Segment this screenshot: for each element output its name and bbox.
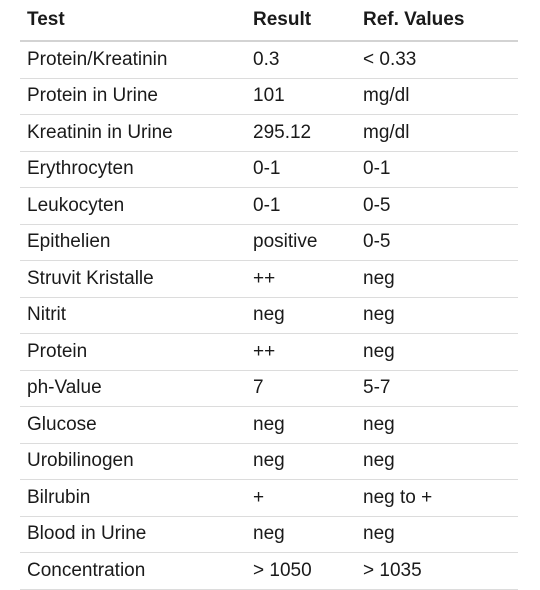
cell-test: Protein — [27, 340, 88, 362]
cell-test: Bilrubin — [27, 486, 91, 508]
table-row — [20, 152, 518, 189]
cell-test: Leukocyten — [27, 194, 125, 216]
table-body — [20, 42, 518, 590]
cell-result: 7 — [253, 377, 264, 399]
cell-result: 295.12 — [253, 121, 312, 143]
cell-result: neg — [253, 304, 285, 326]
cell-result: 0-1 — [253, 158, 281, 180]
cell-result: 0.3 — [253, 48, 280, 70]
cell-test: Struvit Kristalle — [27, 267, 154, 289]
cell-test: Epithelien — [27, 231, 111, 253]
header-result: Result — [253, 9, 312, 30]
cell-ref-values: 5-7 — [363, 377, 391, 399]
cell-ref-values: neg to + — [363, 486, 433, 508]
cell-result: 101 — [253, 85, 285, 107]
cell-ref-values: > 1035 — [363, 559, 422, 581]
cell-result: neg — [253, 523, 285, 545]
cell-ref-values: < 0.33 — [363, 48, 417, 70]
cell-result: neg — [253, 450, 285, 472]
cell-ref-values: neg — [363, 340, 395, 362]
cell-test: ph-Value — [27, 377, 102, 399]
cell-test: Blood in Urine — [27, 523, 147, 545]
table-row — [20, 334, 518, 371]
header-test: Test — [27, 9, 65, 30]
cell-ref-values: neg — [363, 523, 395, 545]
table-header — [20, 0, 518, 42]
table-row — [20, 371, 518, 408]
cell-test: Erythrocyten — [27, 158, 134, 180]
cell-result: ++ — [253, 340, 276, 362]
table-row — [20, 261, 518, 298]
table-row — [20, 517, 518, 554]
cell-result: positive — [253, 231, 318, 253]
cell-result: ++ — [253, 267, 276, 289]
cell-test: Protein in Urine — [27, 85, 158, 107]
lab-results-table — [20, 0, 518, 590]
table-row — [20, 188, 518, 225]
cell-result: > 1050 — [253, 559, 312, 581]
cell-ref-values: 0-1 — [363, 158, 391, 180]
cell-ref-values: neg — [363, 450, 395, 472]
table-row — [20, 79, 518, 116]
table-row — [20, 553, 518, 590]
cell-ref-values: 0-5 — [363, 194, 391, 216]
cell-ref-values: 0-5 — [363, 231, 391, 253]
table-row — [20, 42, 518, 79]
table-row — [20, 225, 518, 262]
table-row — [20, 444, 518, 481]
table-row — [20, 115, 518, 152]
cell-result: + — [253, 486, 265, 508]
header-ref-values: Ref. Values — [363, 9, 465, 30]
cell-ref-values: mg/dl — [363, 85, 410, 107]
cell-ref-values: mg/dl — [363, 121, 410, 143]
cell-test: Nitrit — [27, 304, 67, 326]
cell-test: Kreatinin in Urine — [27, 121, 173, 143]
table-row — [20, 298, 518, 335]
cell-ref-values: neg — [363, 413, 395, 435]
cell-test: Urobilinogen — [27, 450, 134, 472]
table-row — [20, 407, 518, 444]
cell-test: Protein/Kreatinin — [27, 48, 168, 70]
cell-ref-values: neg — [363, 304, 395, 326]
cell-test: Concentration — [27, 559, 146, 581]
cell-result: neg — [253, 413, 285, 435]
cell-test: Glucose — [27, 413, 97, 435]
cell-ref-values: neg — [363, 267, 395, 289]
cell-result: 0-1 — [253, 194, 281, 216]
table-row — [20, 480, 518, 517]
